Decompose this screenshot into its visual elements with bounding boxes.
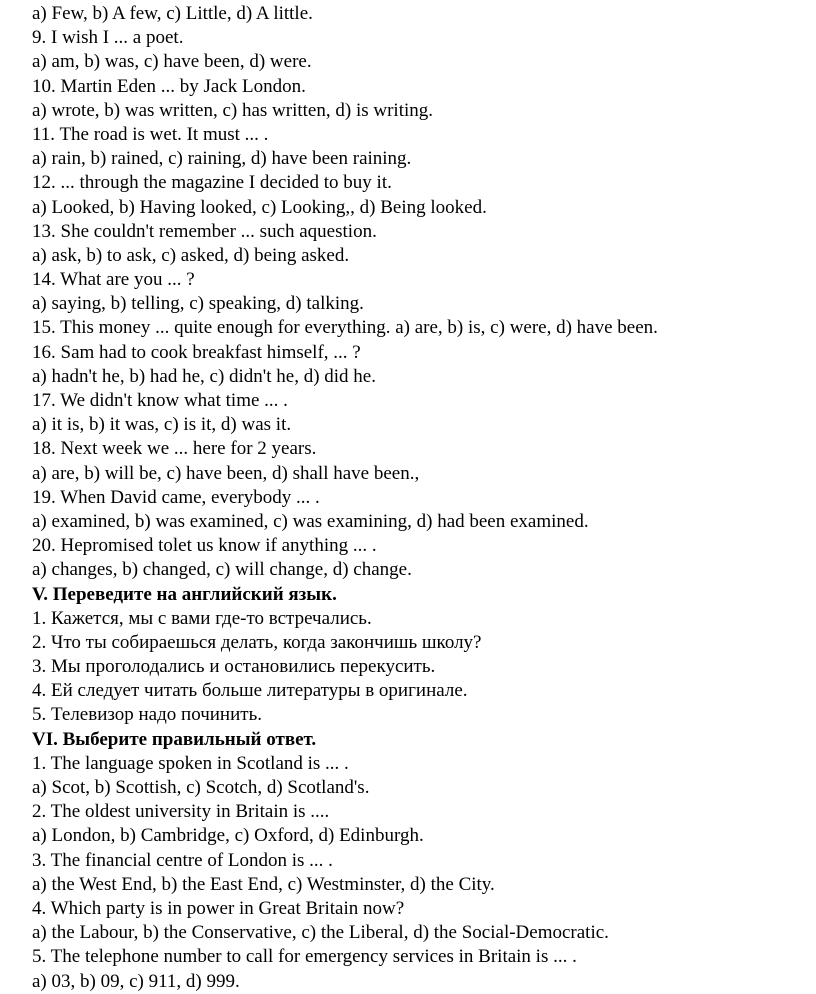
text-line: a) ask, b) to ask, c) asked, d) being asked. bbox=[32, 244, 350, 266]
text-line: a) wrote, b) was written, c) has written, d) is writing. bbox=[32, 99, 434, 121]
text-line: a) Scot, b) Scottish, c) Scotch, d) Scotland's. bbox=[32, 777, 370, 798]
text-line: 9. I wish I ... a poet. bbox=[32, 27, 184, 49]
text-line: 2. Что ты собираешься делать, когда закончишь школу? bbox=[32, 631, 482, 653]
text-line: a) Looked, b) Having looked, c) Looking,, d) Being looked. bbox=[32, 196, 487, 218]
text-line: 13. She couldn't remember ... such aquestion. bbox=[32, 220, 377, 242]
text-line: a) examined, b) was examined, c) was examining, d) had been examined. bbox=[32, 510, 589, 532]
text-line: 10. Martin Eden ... by Jack London. bbox=[32, 75, 306, 97]
text-line: 17. We didn't know what time ... . bbox=[32, 390, 288, 411]
text-line: 18. Next week we ... here for 2 years. bbox=[32, 438, 317, 460]
text-line: a) rain, b) rained, c) raining, d) have been raining. bbox=[32, 148, 412, 170]
section-heading: VI. Выберите правильный ответ. bbox=[32, 728, 317, 750]
text-line: a) Few, b) A few, c) Little, d) A little. bbox=[32, 3, 313, 24]
text-line: a) the Labour, b) the Conservative, c) the Liberal, d) the Social-Democratic. bbox=[32, 922, 609, 944]
text-line: a) saying, b) telling, c) speaking, d) talking. bbox=[32, 293, 364, 315]
text-line: a) it is, b) it was, c) is it, d) was it. bbox=[32, 414, 292, 436]
text-line: 2. The oldest university in Britain is .... bbox=[32, 801, 330, 823]
text-line: a) am, b) was, c) have been, d) were. bbox=[32, 51, 312, 73]
text-line: 15. This money ... quite enough for everything. a) are, b) is, c) were, d) have been. bbox=[32, 317, 658, 339]
text-line: 3. Мы проголодались и остановились перекусить. bbox=[32, 656, 436, 678]
text-line: 20. Hepromised tolet us know if anything ... . bbox=[32, 535, 377, 557]
section-heading: V. Переведите на английский язык. bbox=[32, 583, 337, 605]
text-line: a) London, b) Cambridge, c) Oxford, d) Edinburgh. bbox=[32, 825, 424, 847]
text-line: 4. Which party is in power in Great Britain now? bbox=[32, 897, 405, 919]
text-line: 12. ... through the magazine I decided to buy it. bbox=[32, 172, 392, 194]
text-line: 5. Телевизор надо починить. bbox=[32, 704, 262, 726]
text-line: a) hadn't he, b) had he, c) didn't he, d) did he. bbox=[32, 365, 376, 387]
text-line: 5. The telephone number to call for emergency services in Britain is ... . bbox=[32, 946, 577, 968]
text-line: a) the West End, b) the East End, c) Westminster, d) the City. bbox=[32, 873, 495, 895]
text-line: 11. The road is wet. It must ... . bbox=[32, 123, 269, 145]
text-line: 14. What are you ... ? bbox=[32, 269, 195, 291]
text-line: 3. The financial centre of London is ... . bbox=[32, 849, 333, 871]
text-line: a) are, b) will be, c) have been, d) shall have been., bbox=[32, 462, 420, 484]
text-line: 1. Кажется, мы с вами где-то встречались. bbox=[32, 607, 372, 629]
text-line: a) 03, b) 09, c) 911, d) 999. bbox=[32, 970, 240, 992]
text-line: 19. When David came, everybody ... . bbox=[32, 486, 320, 508]
text-line: a) changes, b) changed, c) will change, d) change. bbox=[32, 559, 412, 581]
text-line: 1. The language spoken in Scotland is ... . bbox=[32, 752, 349, 774]
text-line: 4. Ей следует читать больше литературы в оригинале. bbox=[32, 680, 468, 702]
document-page bbox=[32, 2, 812, 994]
text-line: 16. Sam had to cook breakfast himself, ... ? bbox=[32, 341, 361, 363]
